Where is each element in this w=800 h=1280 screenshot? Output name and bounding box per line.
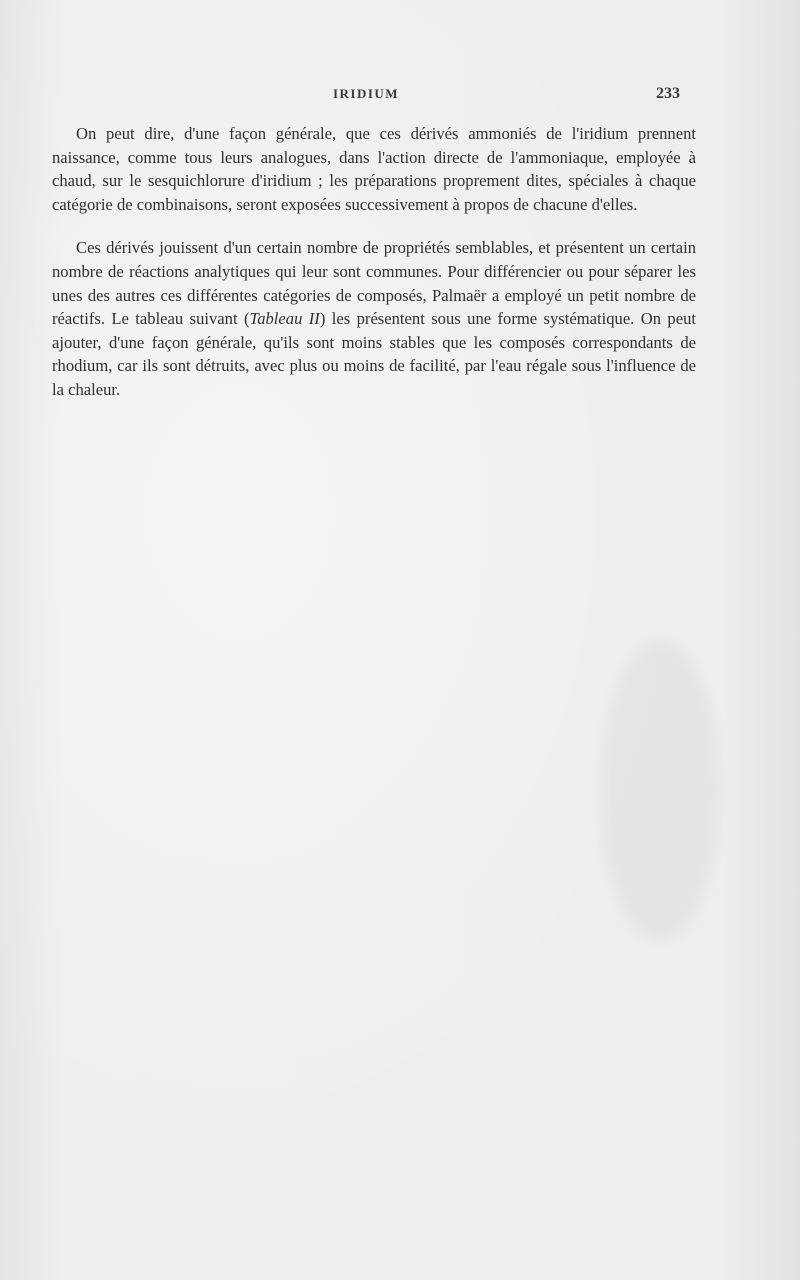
paragraph-1: On peut dire, d'une façon générale, que ces dérivés ammoniés de l'iridium prennent naissance, comme tous leurs analogues, dans l'action directe de l'ammoniaque, employée à chaud, sur le sesquichlorure d'iridium ; les préparations proprement dites, spéciales à chaque catégorie de combinaisons, seront exposées successivement à propos de chacune d'elles.	[52, 124, 696, 214]
page-number: 233	[656, 85, 680, 102]
table-reference: Tableau II	[249, 309, 320, 329]
body-text	[52, 122, 696, 402]
paragraph-2	[52, 236, 696, 401]
running-title: IRIDIUM	[332, 86, 400, 101]
page-stain	[600, 640, 720, 940]
paragraph-2-text-end: ) les présentent sous une forme systématique. On peut ajouter, d'une façon générale, qu'ils sont moins stables que les composés correspondants de rhodium, car ils sont détruits, avec plus ou moins de facilité, par l'eau régale sous l'influence de la chaleur.	[52, 309, 697, 399]
page-header	[52, 86, 680, 110]
paragraph-2-text-start: Ces dérivés jouissent d'un certain nombre de propriétés semblables, et présentent un certain nombre de réactions analytiques qui leur sont communes. Pour différencier ou pour séparer les unes des autres ces différentes catégories de composés, Palmaër a employé un petit nombre de réactifs. Le tableau suivant (	[52, 238, 696, 329]
